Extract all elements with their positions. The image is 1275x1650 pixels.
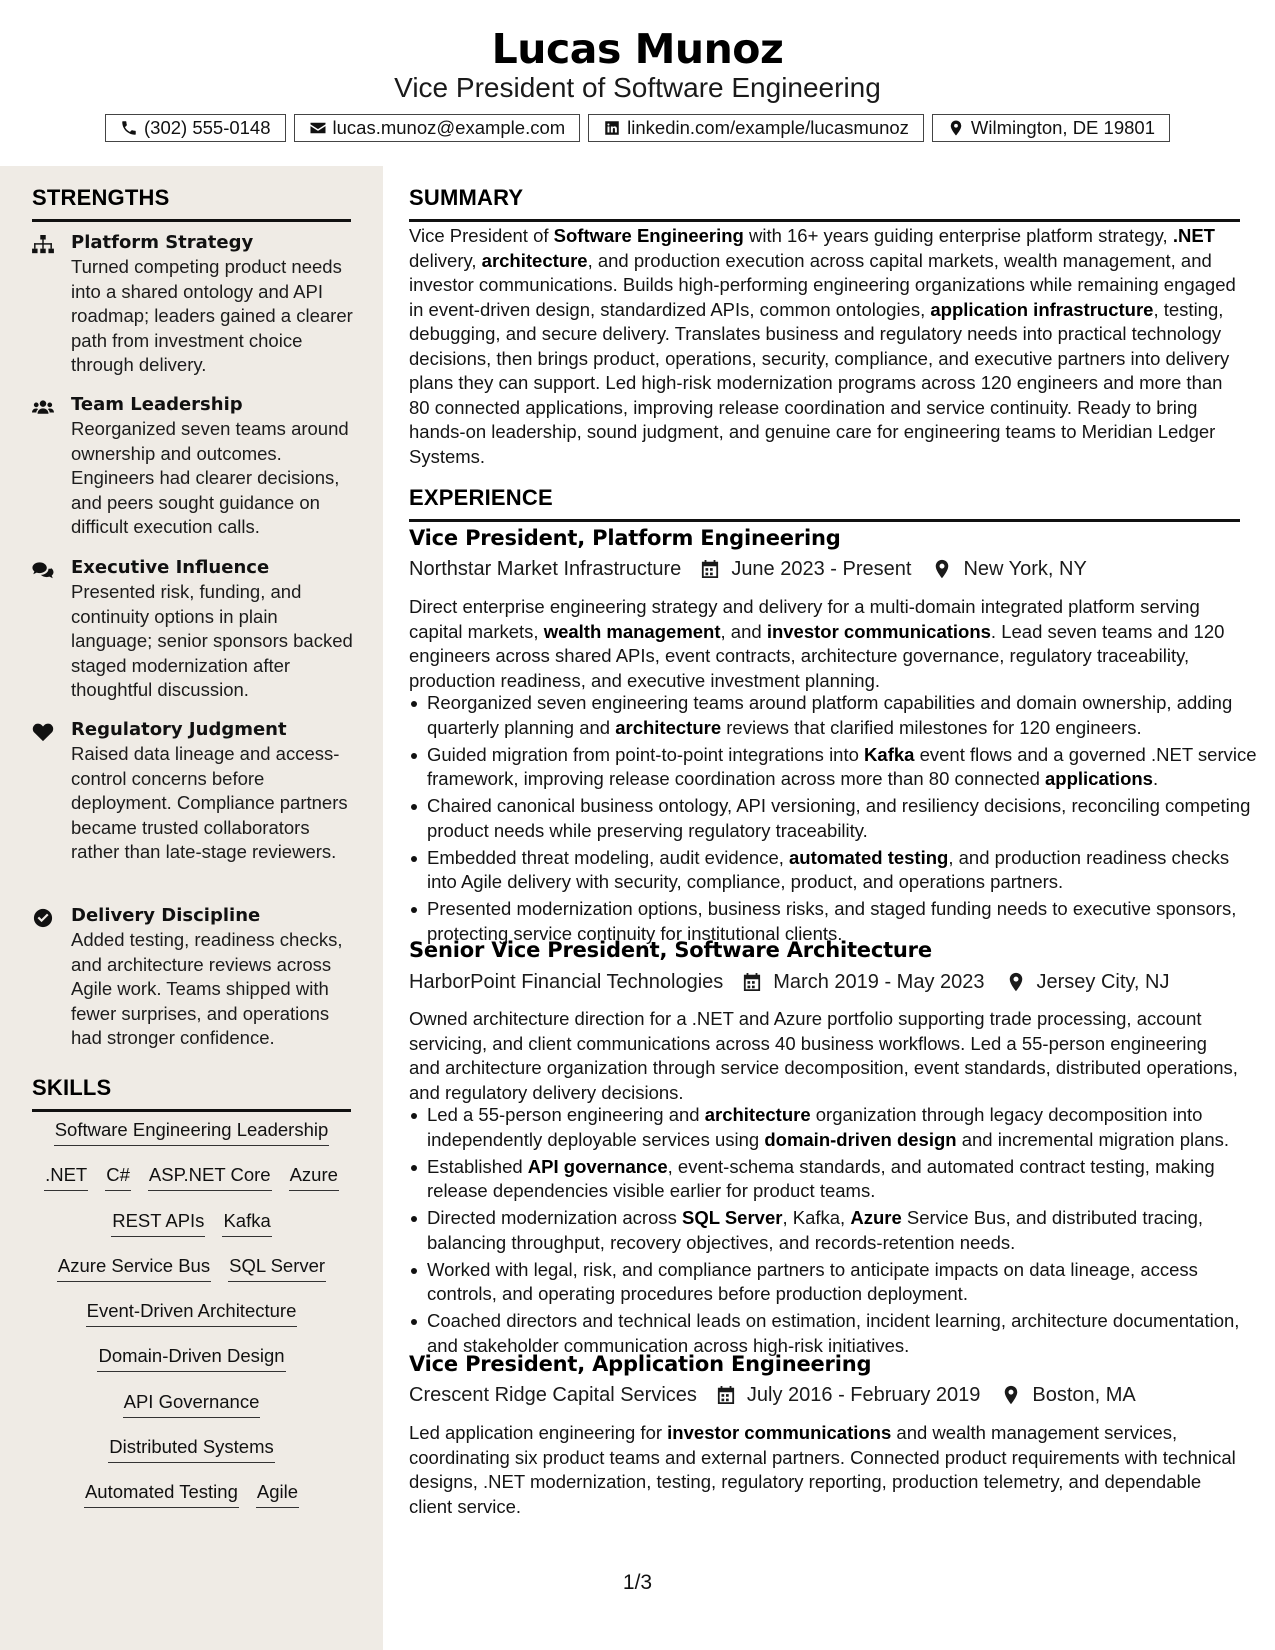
skill-tag: Event-Driven Architecture (86, 1299, 298, 1327)
strength-title: Platform Strategy (71, 232, 254, 253)
calendar-icon (701, 559, 719, 579)
emphasis-text: architecture (704, 1104, 811, 1125)
emphasis-text: .NET (1172, 225, 1215, 246)
strength-desc: Presented risk, funding, and continuity options in plain language; senior sponsors backed staged modernization after thoughtful discussion. (71, 581, 353, 700)
text-run: Presented modernization options, business risks, and staged funding needs to executive sponsors, protecting service continuity for institutional clients. (427, 898, 1237, 944)
contact-phone-text: (302) 555-0148 (144, 117, 271, 138)
emphasis-text: architecture (615, 716, 722, 738)
emphasis-text: Kafka (864, 743, 915, 765)
job-meta (409, 555, 1087, 583)
phone-icon (120, 119, 138, 137)
strength-desc: Raised data lineage and access-control concerns before deployment. Compliance partners became trusted collaborators rather than late-stage reviewers. (71, 743, 348, 862)
skill-tag: API Governance (123, 1390, 261, 1418)
text-run: , Kafka, (782, 1207, 851, 1228)
strength-item (32, 556, 357, 703)
org-chart-icon (32, 235, 56, 255)
contact-linkedin-text: linkedin.com/example/lucasmunoz (627, 117, 909, 138)
text-run: , and (720, 620, 767, 642)
text-run: . (1152, 768, 1159, 789)
skill-row (32, 1118, 351, 1163)
skill-tag: Distributed Systems (108, 1435, 275, 1463)
job-company: Northstar Market Infrastructure (409, 558, 682, 580)
strength-item (32, 393, 357, 540)
text-run: Led a 55-person engineering and (427, 1104, 705, 1125)
emphasis-text: application infrastructure (930, 298, 1154, 320)
skill-row (32, 1344, 351, 1389)
skill-row (32, 1254, 351, 1299)
contact-bar (0, 114, 1275, 144)
skill-row (32, 1390, 351, 1435)
skill-row (32, 1435, 351, 1480)
emphasis-text: wealth management (543, 620, 721, 642)
resume-header (0, 0, 1275, 166)
contact-email[interactable] (294, 114, 581, 142)
text-run: Owned architecture direction for a .NET and Azure portfolio supporting trade processing, account servicing, and client communications across 40 business workflows. Led a 55-person engineering and architecture organization through service decomposition, event standards, distributed operations, and regulatory delivery decisions. (409, 1008, 1238, 1103)
job-summary (409, 1007, 1240, 1105)
text-run: , event-schema standards, and automated contract testing, making release dependencies visible earlier for product teams. (427, 1155, 1215, 1201)
map-pin-icon (1002, 1385, 1020, 1405)
text-run: , and production execution across capital markets, wealth management, and investor communications. Builds high-performing engineering organizations while remaining engaged in event-driven design, standardized APIs, common ontologies, (409, 249, 1236, 320)
text-run: Reorganized seven engineering teams around platform capabilities and domain ownership, adding quarterly planning and (427, 692, 1233, 738)
strength-item (32, 904, 357, 1051)
job-location: Boston, MA (1032, 1384, 1136, 1406)
job-dates: June 2023 - Present (731, 558, 912, 580)
map-pin-icon (1007, 972, 1025, 992)
job-bullets (409, 1103, 1258, 1361)
contact-linkedin[interactable] (588, 114, 924, 142)
emphasis-text: Software Engineering (553, 225, 744, 246)
job-title: Vice President, Application Engineering (409, 1352, 872, 1376)
emphasis-text: architecture (481, 249, 588, 271)
skill-row (32, 1209, 351, 1254)
contact-phone[interactable] (105, 114, 286, 142)
skill-tag: SQL Server (228, 1254, 326, 1282)
job-company: Crescent Ridge Capital Services (409, 1384, 697, 1406)
text-run: Direct enterprise engineering strategy and delivery for a multi-domain integrated platform serving capital markets, (409, 596, 1200, 642)
strength-title: Delivery Discipline (71, 905, 261, 926)
text-run: delivery, (409, 249, 482, 271)
skills-list (32, 1118, 351, 1526)
text-run: Chaired canonical business ontology, API versioning, and resiliency decisions, reconciling competing product needs while preserving regulatory traceability. (427, 795, 1251, 841)
emphasis-text: applications (1045, 768, 1153, 789)
strength-desc: Added testing, readiness checks, and architecture reviews across Agile work. Teams shipped with fewer surprises, and operations had stronger confidence. (71, 929, 343, 1048)
text-run: . Lead seven teams and 120 engineers across shared APIs, event contracts, architecture governance, regulatory traceability, production readiness, and executive investment planning. (409, 620, 1225, 691)
text-run: Directed modernization across (427, 1207, 682, 1228)
text-run: Worked with legal, risk, and compliance partners to anticipate impacts on data lineage, access controls, and operating procedures before production deployment. (427, 1258, 1198, 1304)
skill-tag: ASP.NET Core (148, 1163, 272, 1191)
map-pin-icon (933, 559, 951, 579)
text-run: Led application engineering for (409, 1422, 668, 1443)
job-dates: July 2016 - February 2019 (746, 1384, 981, 1406)
skill-tag: C# (105, 1163, 131, 1191)
contact-email-text: lucas.munoz@example.com (332, 117, 566, 138)
skill-tag: Software Engineering Leadership (54, 1118, 330, 1146)
contact-location (932, 114, 1170, 142)
calendar-icon (743, 972, 761, 992)
skill-tag: .NET (44, 1163, 88, 1191)
strength-title: Executive Influence (71, 557, 270, 578)
emphasis-text: investor communications (766, 620, 991, 642)
skill-row (32, 1163, 351, 1208)
strength-item (32, 718, 357, 865)
emphasis-text: API governance (527, 1155, 668, 1177)
emphasis-text: automated testing (789, 846, 949, 868)
strength-title: Regulatory Judgment (71, 719, 287, 740)
skill-row (32, 1299, 351, 1344)
text-run: and incremental migration plans. (956, 1128, 1230, 1150)
emphasis-text: Azure (850, 1207, 902, 1228)
candidate-title: Vice President of Software Engineering (394, 72, 881, 103)
job-summary (409, 1421, 1240, 1519)
job-location: Jersey City, NJ (1036, 971, 1170, 993)
text-run: with 16+ years guiding enterprise platform strategy, (743, 225, 1173, 246)
heart-icon (32, 722, 56, 742)
text-run: Service Bus, and distributed tracing, balancing throughput, recovery objectives, and records-retention needs. (427, 1207, 1204, 1253)
strength-item (32, 231, 357, 378)
skill-tag: Azure Service Bus (57, 1254, 211, 1282)
skill-row (32, 1480, 351, 1525)
bullet-item (427, 1155, 1258, 1204)
skill-tag: Azure (289, 1163, 339, 1191)
calendar-icon (717, 1385, 735, 1405)
emphasis-text: SQL Server (682, 1207, 783, 1228)
text-run: and wealth management services, coordinating six product teams and external partners. Connected product requirements with technical designs, .NET modernization, testing, regulatory reporting, production telemetry, and dependable client service. (409, 1422, 1236, 1517)
bullet-item (427, 691, 1258, 740)
strength-title: Team Leadership (71, 394, 243, 415)
experience-heading: EXPERIENCE (409, 485, 1240, 522)
text-run: event flows and a governed .NET service framework, improving release coordination across more than 80 connected (427, 743, 1257, 789)
bullet-item (427, 743, 1258, 792)
job-title: Senior Vice President, Software Architecture (409, 938, 932, 962)
text-run: , and production readiness checks into Agile delivery with security, compliance, product, and operations partners. (427, 846, 1230, 892)
bullet-item (427, 846, 1258, 895)
strengths-heading: STRENGTHS (32, 185, 351, 222)
job-bullets (409, 691, 1258, 949)
skill-tag: Kafka (222, 1209, 271, 1237)
text-run: Vice President of (409, 225, 554, 246)
map-pin-icon (947, 119, 965, 137)
job-title: Vice President, Platform Engineering (409, 526, 841, 550)
bullet-item (427, 794, 1258, 843)
text-run: Embedded threat modeling, audit evidence, (427, 846, 790, 868)
job-meta (409, 1381, 1136, 1409)
comments-icon (32, 560, 56, 580)
text-run: reviews that clarified milestones for 120 engineers. (721, 716, 1142, 738)
linkedin-icon (603, 119, 621, 137)
job-meta (409, 968, 1169, 996)
skill-tag: REST APIs (111, 1209, 205, 1237)
job-location: New York, NY (963, 558, 1087, 580)
text-run: Established (427, 1155, 528, 1177)
skill-tag: Automated Testing (84, 1480, 239, 1508)
sidebar (0, 166, 383, 1650)
job-dates: March 2019 - May 2023 (773, 971, 985, 993)
skill-tag: Domain-Driven Design (97, 1344, 285, 1372)
envelope-icon (309, 119, 327, 137)
job-company: HarborPoint Financial Technologies (409, 971, 724, 993)
contact-location-text: Wilmington, DE 19801 (970, 117, 1155, 138)
candidate-name: Lucas Munoz (491, 25, 784, 73)
skill-tag: Agile (256, 1480, 299, 1508)
emphasis-text: domain-driven design (764, 1128, 957, 1150)
summary-heading: SUMMARY (409, 185, 1240, 222)
summary-text (409, 224, 1240, 469)
users-icon (32, 397, 56, 417)
bullet-item (427, 1258, 1258, 1307)
job-summary (409, 595, 1240, 693)
bullet-item (427, 1103, 1258, 1152)
strength-desc: Turned competing product needs into a shared ontology and API roadmap; leaders gained a clearer path from investment choice through delivery. (71, 256, 353, 375)
text-run: organization through legacy decomposition into independently deployable services using (427, 1104, 1203, 1150)
bullet-item (427, 1206, 1258, 1255)
skills-heading: SKILLS (32, 1075, 351, 1112)
page-number: 1/3 (622, 1571, 653, 1594)
text-run: , testing, debugging, and secure delivery. Translates business and regulatory needs into practical technology decisions, then brings product, operations, security, compliance, and executive partners into delivery plans they can support. Led high-risk modernization programs across 120 engineers and more than 80 connected applications, improving release coordination and service continuity. Ready to bring hands-on leadership, sound judgment, and genuine care for engineering teams to Meridian Ledger Systems. (409, 298, 1230, 467)
emphasis-text: investor communications (667, 1422, 892, 1443)
text-run: Guided migration from point-to-point integrations into (427, 743, 865, 765)
check-circle-icon (32, 908, 56, 928)
strength-desc: Reorganized seven teams around ownership and outcomes. Engineers had clearer decisions, and peers sought guidance on difficult execution calls. (71, 418, 349, 537)
text-run: Coached directors and technical leads on estimation, incident learning, architecture documentation, and stakeholder communication across high-risk initiatives. (427, 1310, 1240, 1356)
